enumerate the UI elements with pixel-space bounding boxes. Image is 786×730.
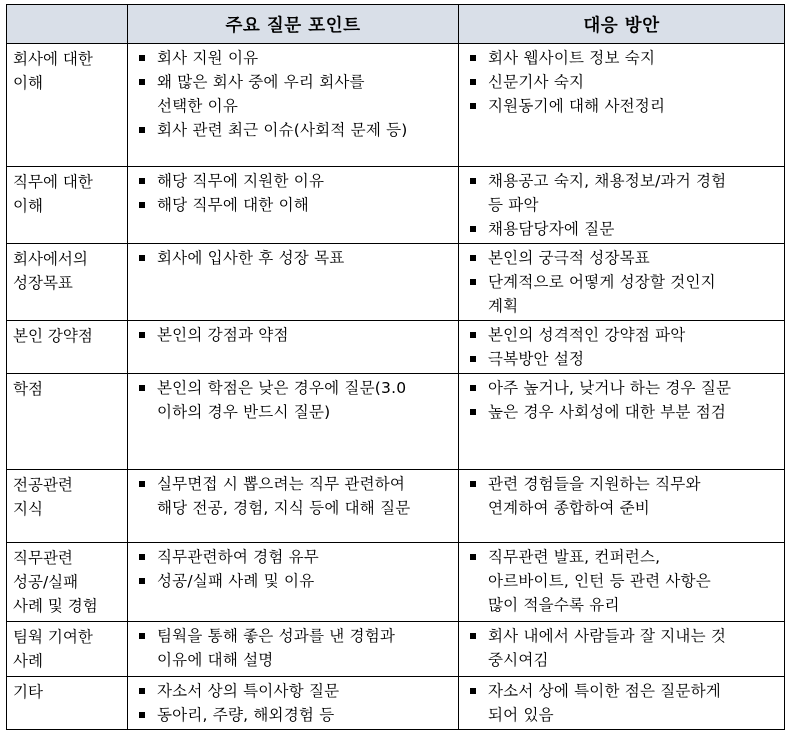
question-item [136,193,452,217]
table-row [7,677,785,730]
response-text: 지원동기에 대해 사전정리 [488,97,666,115]
category-line: 직무에 대한 [13,173,93,191]
category-cell [7,677,128,730]
category-line: 회사에 대한 [13,50,93,68]
table-row [7,167,785,244]
question-item [136,323,452,347]
category-cell [7,543,128,622]
response-text: 단계적으로 어떻게 성장할 것인지 [488,273,716,291]
response-list [467,545,778,617]
question-item [136,70,452,118]
response-list [467,376,778,424]
table-row [7,622,785,677]
question-cell [128,167,459,244]
category-line: 지식 [13,500,43,518]
response-list [467,472,778,520]
question-text: 성공/실패 사례 및 이유 [157,572,315,590]
response-item [467,46,778,70]
question-list [136,46,452,142]
category-line: 성장목표 [13,274,73,292]
response-item [467,270,778,318]
question-list [136,376,452,424]
response-cell [459,321,785,374]
question-item [136,545,452,569]
response-text: 회사 내에서 사람들과 잘 지내는 것 [488,627,727,645]
response-text: 채용공고 숙지, 채용정보/과거 경험 [488,172,727,190]
response-item [467,347,778,371]
response-text: 신문기사 숙지 [488,73,585,91]
response-list [467,323,778,371]
category-cell [7,470,128,543]
response-text: 본인의 성격적인 강약점 파악 [488,326,686,344]
category-cell [7,622,128,677]
response-item [467,217,778,241]
question-item [136,246,452,270]
question-list [136,323,452,347]
question-text: 회사 지원 이유 [157,49,259,67]
table-row [7,543,785,622]
question-text: 본인의 학점은 낮은 경우에 질문(3.0 [157,379,407,397]
category-line: 성공/실패 [13,573,79,591]
header-responses: 대응 방안 [459,5,785,44]
response-list [467,246,778,318]
question-list [136,624,452,672]
question-item [136,472,452,520]
response-text: 되어 있음 [488,706,554,724]
interview-guide-table [6,4,785,730]
response-item [467,472,778,520]
question-cell [128,622,459,677]
response-text: 등 파악 [488,196,539,214]
response-text: 연계하여 종합하여 준비 [488,499,650,517]
category-line: 직무관련 [13,549,73,567]
category-line: 이해 [13,74,43,92]
interview-guide-table-container [6,4,784,730]
question-text: 자소서 상의 특이사항 질문 [157,682,340,700]
question-item [136,703,452,727]
category-line: 사례 [13,652,43,670]
question-text: 해당 직무에 지원한 이유 [157,172,325,190]
question-cell [128,470,459,543]
question-text: 이하의 경우 반드시 질문) [157,403,331,421]
response-cell [459,543,785,622]
response-text: 채용담당자에 질문 [488,220,615,238]
question-item [136,169,452,193]
question-text: 실무면접 시 뽑으려는 직무 관련하여 [157,475,406,493]
response-text: 자소서 상에 특이한 점은 질문하게 [488,682,721,700]
response-text: 중시여김 [488,651,549,669]
question-item [136,376,452,424]
response-item [467,376,778,400]
question-cell [128,44,459,167]
category-cell [7,44,128,167]
table-row [7,470,785,543]
response-text: 계획 [488,297,519,315]
question-cell [128,677,459,730]
response-text: 본인의 궁극적 성장목표 [488,249,650,267]
question-text: 왜 많은 회사 중에 우리 회사를 [157,73,365,91]
response-cell [459,677,785,730]
question-item [136,569,452,593]
response-text: 극복방안 설정 [488,350,585,368]
question-text: 동아리, 주량, 해외경험 등 [157,706,335,724]
response-item [467,624,778,672]
category-line: 전공관련 [13,476,73,494]
response-cell [459,470,785,543]
question-text: 선택한 이유 [157,97,238,115]
table-row [7,321,785,374]
category-line: 본인 강약점 [13,327,93,345]
response-cell [459,374,785,470]
table-body [7,44,785,730]
category-cell [7,167,128,244]
question-text: 직무관련하여 경험 유무 [157,548,319,566]
response-cell [459,44,785,167]
response-text: 관련 경험들을 지원하는 직무와 [488,475,701,493]
question-cell [128,543,459,622]
question-text: 해당 전공, 경험, 지식 등에 대해 질문 [157,499,411,517]
response-text: 높은 경우 사회성에 대한 부분 점검 [488,403,727,421]
response-text: 회사 웹사이트 정보 숙지 [488,49,656,67]
question-text: 이유에 대해 설명 [157,651,274,669]
table-row [7,44,785,167]
response-item [467,246,778,270]
response-list [467,624,778,672]
question-text: 본인의 강점과 약점 [157,326,289,344]
response-item [467,94,778,118]
question-text: 팀웍을 통해 좋은 성과를 낸 경험과 [157,627,396,645]
question-text: 해당 직무에 대한 이해 [157,196,309,214]
response-text: 아주 높거나, 낮거나 하는 경우 질문 [488,379,732,397]
response-cell [459,167,785,244]
response-item [467,545,778,617]
category-line: 팀웍 기여한 [13,628,93,646]
header-questions: 주요 질문 포인트 [128,5,459,44]
category-line: 기타 [13,683,43,701]
header-row [7,5,785,44]
question-cell [128,244,459,321]
response-item [467,70,778,94]
category-line: 사례 및 경험 [13,597,98,615]
question-item [136,624,452,672]
header-empty-cell [7,5,128,44]
response-list [467,46,778,118]
category-cell [7,244,128,321]
response-item [467,323,778,347]
question-text: 회사 관련 최근 이슈(사회적 문제 등) [157,121,408,139]
question-item [136,118,452,142]
category-line: 회사에서의 [13,250,88,268]
response-cell [459,244,785,321]
category-cell [7,374,128,470]
category-line: 학점 [13,380,43,398]
response-text: 아르바이트, 인턴 등 관련 사항은 [488,572,711,590]
category-line: 이해 [13,197,43,215]
category-cell [7,321,128,374]
response-item [467,400,778,424]
question-cell [128,321,459,374]
question-list [136,545,452,593]
question-text: 회사에 입사한 후 성장 목표 [157,249,345,267]
response-text: 직무관련 발표, 컨퍼런스, [488,548,661,566]
question-item [136,679,452,703]
question-item [136,46,452,70]
response-list [467,169,778,241]
question-cell [128,374,459,470]
response-cell [459,622,785,677]
question-list [136,246,452,270]
question-list [136,169,452,217]
response-text: 많이 적을수록 유리 [488,596,620,614]
table-row [7,244,785,321]
response-item [467,169,778,217]
table-row [7,374,785,470]
question-list [136,472,452,520]
